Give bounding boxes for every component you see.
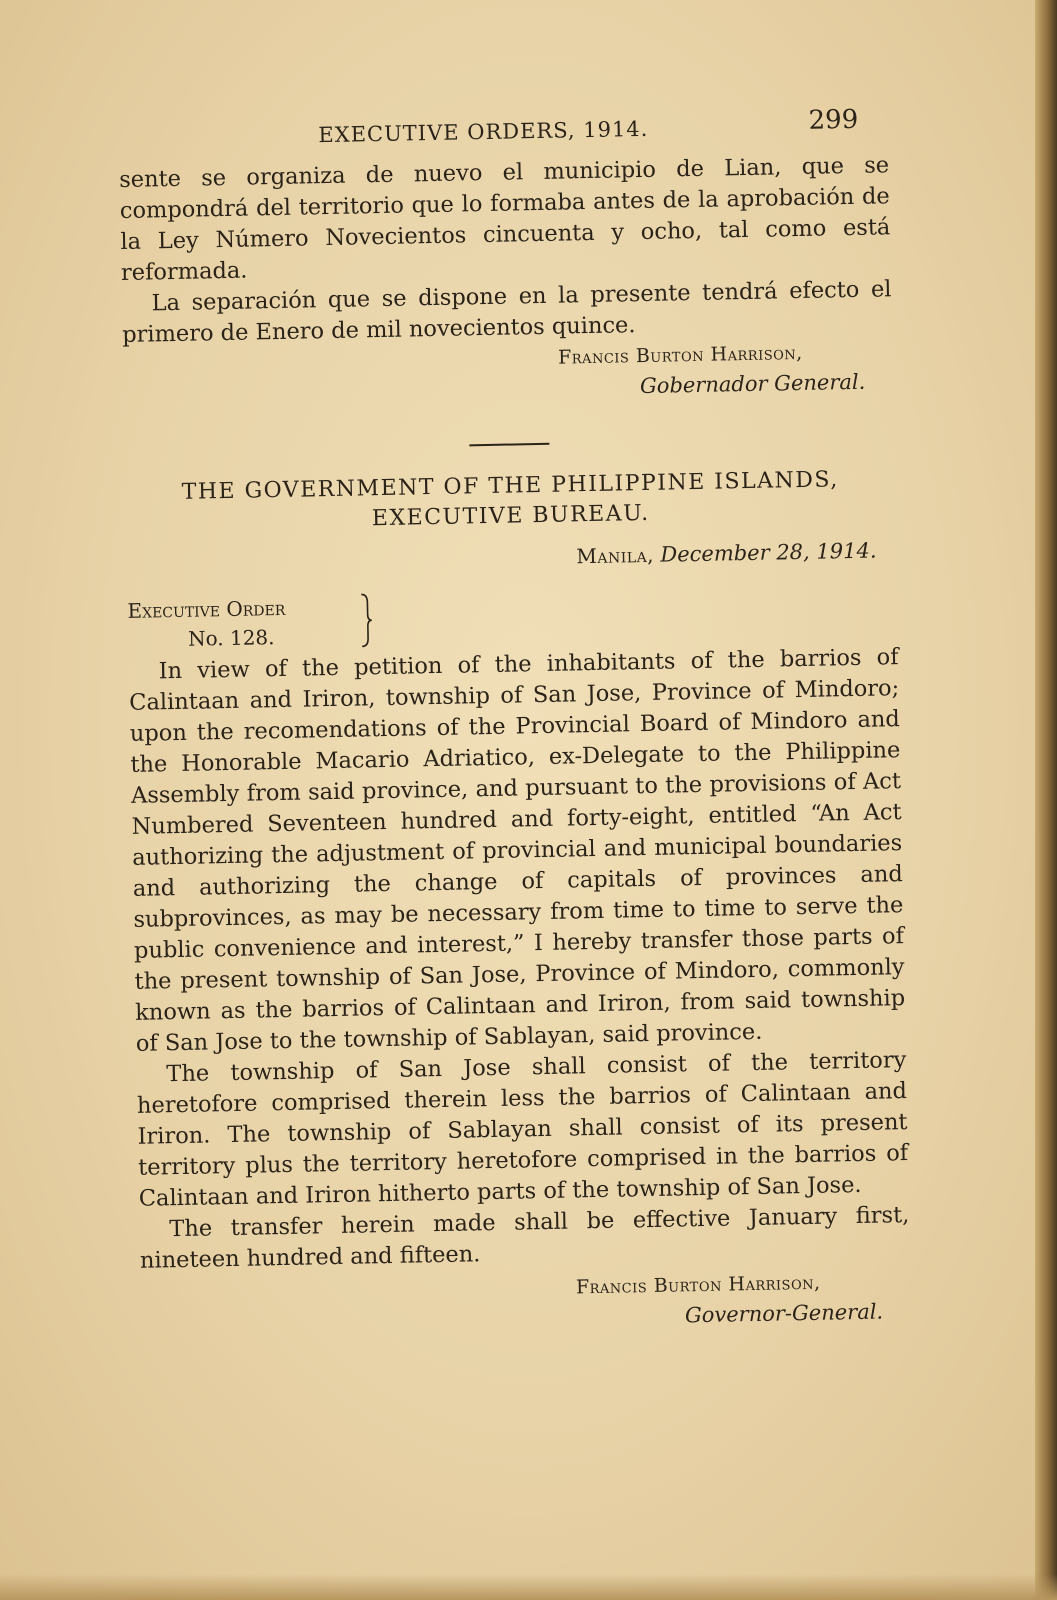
running-head: EXECUTIVE ORDERS, 1914. [318,116,649,148]
order-label: Executive Order [127,595,286,623]
paragraph: La separación que se dispone en la presente tendrá efecto el primero de Enero de mil novecientos quince. [121,276,892,348]
bureau-heading: EXECUTIVE BUREAU. [371,500,650,532]
order-number: No. 128. [187,625,275,651]
paragraph: The transfer herein made shall be effective January first, nineteen hundred and fifteen. [139,1202,910,1274]
signature-title: Gobernador General. [639,369,866,399]
dateline-date: December 28, 1914. [660,538,877,567]
paragraph: sente se organiza de nuevo el municipio de Lian, que se compondrá del territorio que lo formaba antes de la aprobación de la Ley Número Novecientos cincuenta y ocho, tal como está reformada. [118,152,891,286]
paragraph: In view of the petition of the inhabitants of the barrios of Calintaan and Iriron, township of San Jose, Province of Mindoro; upon the recomendations of the Provincial Board of Mindoro and the Honorable Macario Adriatico, ex-Delegate to the Philippine Assembly from said province, and pursuant to the provisions of Act Numbered Seventeen hundred and forty-eight, entitled “An Act authorizing the adjustment of provincial and municipal boundaries and authorizing the change of capitals of provinces and subprovinces, as may be necessary from time to time to serve the public convenience and interest,” I hereby transfer those parts of the present township of San Jose, Province of Mindoro, commonly known as the barrios of Calintaan and Iriron, from said township of San Jose to the township of Sablayan, said province. [129,644,906,1057]
section-divider [469,443,549,447]
executive-order-128 [125,464,911,1341]
government-heading: THE GOVERNMENT OF THE PHILIPPINE ISLANDS, [181,467,839,505]
paragraph: The township of San Jose shall consist of the territory heretofore comprised therein less the barrios of Calintaan and Iriron. The township of Sablayan shall consist of its present territory plus the territory heretofore comprised in the barrios of Calintaan and Iriron hitherto parts of the township of San Jose. [136,1047,909,1212]
dateline-place: Manila, [576,542,655,569]
signature-name: Francis Burton Harrison, [557,341,803,369]
brace-icon [359,592,374,648]
page-content [118,100,911,1341]
page-bottom-shadow [0,1574,1057,1600]
page-number: 299 [808,104,859,136]
page-binding-edge [1035,0,1057,1600]
signature-name: Francis Burton Harrison, [575,1271,821,1299]
signature-title: Governor-General. [684,1299,884,1328]
previous-order-section [119,150,894,411]
dateline [126,539,876,577]
